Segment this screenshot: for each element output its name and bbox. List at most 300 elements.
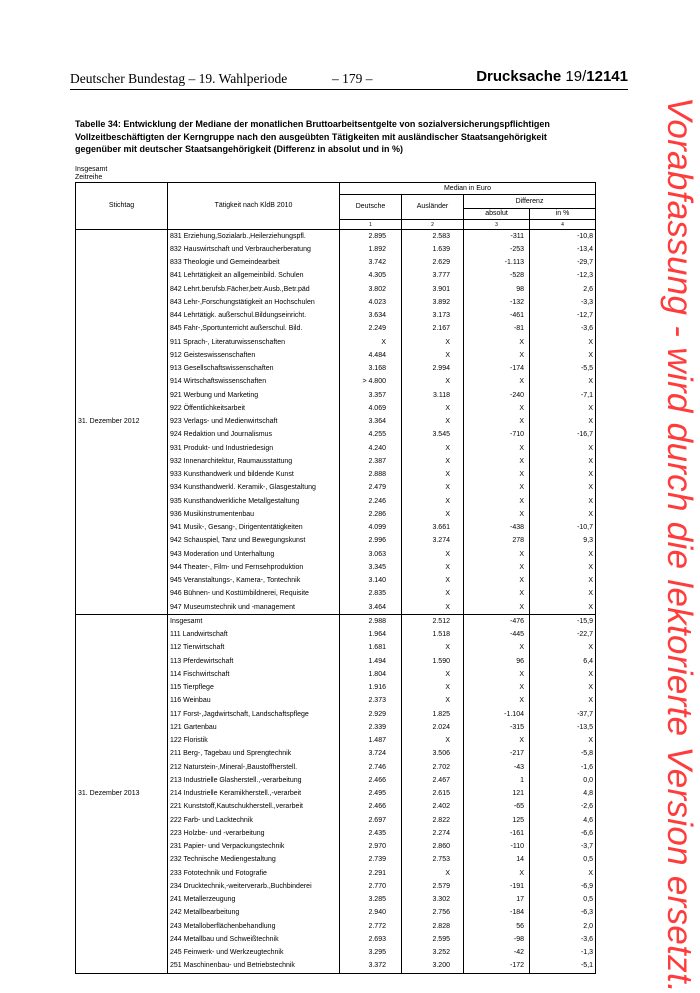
activity-cell: 945 Veranstaltungs-, Kamera-, Tontechnik <box>168 575 340 588</box>
value-auslaender: 2.024 <box>402 721 464 734</box>
activity-cell: 242 Metallbearbeitung <box>168 907 340 920</box>
value-deutsche: 3.168 <box>340 363 402 376</box>
value-auslaender: 2.402 <box>402 801 464 814</box>
col-header-absolut: absolut <box>464 209 530 220</box>
value-deutsche: 3.724 <box>340 748 402 761</box>
value-diff-prozent: 0,5 <box>530 854 596 867</box>
value-auslaender: 1.825 <box>402 708 464 721</box>
col-header-differenz: Differenz <box>464 195 596 209</box>
col-header-auslaender: Ausländer <box>402 195 464 220</box>
activity-cell: 121 Gartenbau <box>168 721 340 734</box>
activity-cell: 911 Sprach-, Literaturwissenschaften <box>168 336 340 349</box>
value-diff-absolut: X <box>464 349 530 362</box>
header-page-number: – 179 – <box>332 71 373 86</box>
value-auslaender: X <box>402 349 464 362</box>
value-auslaender: 2.994 <box>402 363 464 376</box>
value-diff-absolut: 56 <box>464 920 530 933</box>
value-deutsche: 4.255 <box>340 429 402 442</box>
col-header-deutsche: Deutsche <box>340 195 402 220</box>
activity-cell: 244 Metallbau und Schweißtechnik <box>168 933 340 946</box>
value-diff-prozent: X <box>530 561 596 574</box>
col-header-median: Median in Euro <box>340 183 596 195</box>
value-deutsche: 3.063 <box>340 548 402 561</box>
value-deutsche: 3.802 <box>340 283 402 296</box>
activity-cell: 914 Wirtschaftswissenschaften <box>168 376 340 389</box>
value-diff-prozent: -12,3 <box>530 270 596 283</box>
value-diff-prozent: -5,5 <box>530 363 596 376</box>
value-auslaender: 2.822 <box>402 814 464 827</box>
meta-insgesamt: Insgesamt <box>75 166 108 173</box>
value-diff-absolut: X <box>464 642 530 655</box>
table-row <box>76 230 596 244</box>
header-doc-num-light: 19/ <box>565 68 587 85</box>
activity-cell: 234 Drucktechnik,-weiterverarb.,Buchbinderei <box>168 880 340 893</box>
header-doc-num-bold: 12141 <box>586 68 628 85</box>
value-auslaender: X <box>402 682 464 695</box>
value-deutsche: 2.697 <box>340 814 402 827</box>
activity-cell: 942 Schauspiel, Tanz und Bewegungskunst <box>168 535 340 548</box>
value-diff-absolut: X <box>464 575 530 588</box>
activity-cell: Insgesamt <box>168 615 340 629</box>
value-auslaender: 2.828 <box>402 920 464 933</box>
activity-cell: 231 Papier- und Verpackungstechnik <box>168 841 340 854</box>
value-auslaender: X <box>402 416 464 429</box>
value-diff-prozent: -3,3 <box>530 296 596 309</box>
table-row <box>76 615 596 629</box>
activity-cell: 913 Gesellschaftswissenschaften <box>168 363 340 376</box>
value-diff-absolut: -311 <box>464 230 530 244</box>
activity-cell: 243 Metalloberflächenbehandlung <box>168 920 340 933</box>
activity-cell: 934 Kunsthandwerkl. Keramik-, Glasgestaltung <box>168 482 340 495</box>
value-deutsche: 2.339 <box>340 721 402 734</box>
value-auslaender: 3.252 <box>402 947 464 960</box>
value-deutsche: 2.246 <box>340 495 402 508</box>
value-deutsche: 2.996 <box>340 535 402 548</box>
value-diff-prozent: -3,7 <box>530 841 596 854</box>
header-parliament: Deutscher Bundestag – 19. Wahlperiode <box>70 71 288 86</box>
value-diff-prozent: X <box>530 642 596 655</box>
value-deutsche: 2.746 <box>340 761 402 774</box>
value-diff-absolut: -461 <box>464 310 530 323</box>
value-diff-absolut: -710 <box>464 429 530 442</box>
activity-cell: 832 Hauswirtschaft und Verbraucherberatung <box>168 243 340 256</box>
value-deutsche: 2.929 <box>340 708 402 721</box>
value-auslaender: 2.512 <box>402 615 464 629</box>
value-diff-prozent: X <box>530 601 596 615</box>
value-deutsche: 3.634 <box>340 310 402 323</box>
col-header-inprozent: in % <box>530 209 596 220</box>
col-header-taetigkeit: Tätigkeit nach KldB 2010 <box>168 183 340 230</box>
value-deutsche: 2.835 <box>340 588 402 601</box>
value-diff-prozent: X <box>530 695 596 708</box>
value-deutsche: 2.466 <box>340 774 402 787</box>
activity-cell: 232 Technische Mediengestaltung <box>168 854 340 867</box>
value-diff-absolut: -81 <box>464 323 530 336</box>
activity-cell: 222 Farb- und Lacktechnik <box>168 814 340 827</box>
value-diff-prozent: 2,0 <box>530 920 596 933</box>
value-diff-prozent: -1,6 <box>530 761 596 774</box>
activity-cell: 932 Innenarchitektur, Raumausstattung <box>168 455 340 468</box>
value-deutsche: 2.249 <box>340 323 402 336</box>
value-diff-absolut: -43 <box>464 761 530 774</box>
value-diff-absolut: X <box>464 867 530 880</box>
value-auslaender: X <box>402 642 464 655</box>
value-diff-absolut: X <box>464 495 530 508</box>
value-deutsche: 3.372 <box>340 960 402 974</box>
value-auslaender: 2.629 <box>402 257 464 270</box>
meta-zeitreihe: Zeitreihe <box>75 174 103 181</box>
value-auslaender: 3.545 <box>402 429 464 442</box>
activity-cell: 944 Theater-, Film- und Fernsehproduktion <box>168 561 340 574</box>
value-diff-prozent: 6,4 <box>530 655 596 668</box>
value-diff-prozent: -16,7 <box>530 429 596 442</box>
value-deutsche: 2.970 <box>340 841 402 854</box>
value-diff-absolut: -253 <box>464 243 530 256</box>
value-diff-prozent: 2,6 <box>530 283 596 296</box>
activity-cell: 845 Fahr-,Sportunterricht außerschul. Bild. <box>168 323 340 336</box>
value-deutsche: 1.916 <box>340 682 402 695</box>
value-diff-prozent: -12,7 <box>530 310 596 323</box>
col-number: 4 <box>530 220 596 230</box>
page-header <box>70 66 628 88</box>
value-diff-prozent: 4,8 <box>530 788 596 801</box>
value-diff-prozent: X <box>530 508 596 521</box>
value-diff-prozent: -10,8 <box>530 230 596 244</box>
activity-cell: 251 Maschinenbau- und Betriebstechnik <box>168 960 340 974</box>
value-deutsche: X <box>340 336 402 349</box>
value-auslaender: 3.173 <box>402 310 464 323</box>
activity-cell: 212 Naturstein-,Mineral-,Baustoffherstell. <box>168 761 340 774</box>
value-auslaender: 3.892 <box>402 296 464 309</box>
value-auslaender: 2.753 <box>402 854 464 867</box>
activity-cell: 111 Landwirtschaft <box>168 629 340 642</box>
value-diff-prozent: X <box>530 548 596 561</box>
value-auslaender: X <box>402 495 464 508</box>
value-diff-absolut: -315 <box>464 721 530 734</box>
value-diff-prozent: X <box>530 495 596 508</box>
value-diff-absolut: X <box>464 442 530 455</box>
wage-table <box>75 182 596 974</box>
value-auslaender: 3.901 <box>402 283 464 296</box>
value-diff-prozent: -5,1 <box>530 960 596 974</box>
value-diff-prozent: X <box>530 575 596 588</box>
value-deutsche: 2.693 <box>340 933 402 946</box>
value-diff-prozent: -5,8 <box>530 748 596 761</box>
value-deutsche: 3.345 <box>340 561 402 574</box>
value-auslaender: X <box>402 402 464 415</box>
value-auslaender: 2.702 <box>402 761 464 774</box>
value-diff-prozent: X <box>530 668 596 681</box>
value-diff-absolut: -445 <box>464 629 530 642</box>
value-diff-prozent: -3,6 <box>530 323 596 336</box>
draft-watermark: Vorabfassung - wird durch die lektorierte Version ersetzt. <box>660 97 699 993</box>
activity-cell: 841 Lehrtätigkeit an allgemeinbild. Schulen <box>168 270 340 283</box>
value-deutsche: 2.479 <box>340 482 402 495</box>
value-diff-absolut: -528 <box>464 270 530 283</box>
activity-cell: 221 Kunststoff,Kautschukherstell.,verarbeit <box>168 801 340 814</box>
value-auslaender: X <box>402 695 464 708</box>
value-auslaender: X <box>402 867 464 880</box>
value-deutsche: 4.023 <box>340 296 402 309</box>
activity-cell: 112 Tierwirtschaft <box>168 642 340 655</box>
value-diff-prozent: -3,6 <box>530 933 596 946</box>
value-auslaender: X <box>402 735 464 748</box>
value-deutsche: 3.357 <box>340 389 402 402</box>
value-auslaender: X <box>402 601 464 615</box>
value-diff-absolut: 98 <box>464 283 530 296</box>
value-diff-absolut: -161 <box>464 827 530 840</box>
value-diff-absolut: X <box>464 695 530 708</box>
value-diff-prozent: X <box>530 376 596 389</box>
value-diff-prozent: -10,7 <box>530 522 596 535</box>
value-diff-absolut: X <box>464 508 530 521</box>
header-doc-label: Drucksache <box>476 68 562 85</box>
activity-cell: 245 Feinwerk- und Werkzeugtechnik <box>168 947 340 960</box>
activity-cell: 114 Fischwirtschaft <box>168 668 340 681</box>
stichtag-cell: 31. Dezember 2013 <box>76 615 168 974</box>
value-diff-prozent: -7,1 <box>530 389 596 402</box>
value-diff-absolut: 1 <box>464 774 530 787</box>
value-deutsche: 3.140 <box>340 575 402 588</box>
value-deutsche: 1.964 <box>340 629 402 642</box>
value-auslaender: 3.777 <box>402 270 464 283</box>
activity-cell: 223 Holzbe- und -verarbeitung <box>168 827 340 840</box>
activity-cell: 933 Kunsthandwerk und bildende Kunst <box>168 469 340 482</box>
value-diff-prozent: X <box>530 455 596 468</box>
value-diff-absolut: X <box>464 548 530 561</box>
value-deutsche: 4.069 <box>340 402 402 415</box>
value-diff-absolut: X <box>464 682 530 695</box>
value-deutsche: 3.464 <box>340 601 402 615</box>
value-diff-prozent: 0,0 <box>530 774 596 787</box>
value-diff-absolut: X <box>464 402 530 415</box>
value-diff-absolut: X <box>464 735 530 748</box>
activity-cell: 122 Floristik <box>168 735 340 748</box>
activity-cell: 241 Metallerzeugung <box>168 894 340 907</box>
activity-cell: 213 Industrielle Glasherstell.,-verarbeitung <box>168 774 340 787</box>
value-auslaender: 2.595 <box>402 933 464 946</box>
value-deutsche: 2.495 <box>340 788 402 801</box>
value-auslaender: X <box>402 336 464 349</box>
value-deutsche: 2.387 <box>340 455 402 468</box>
value-diff-absolut: 14 <box>464 854 530 867</box>
value-auslaender: 3.118 <box>402 389 464 402</box>
value-deutsche: 2.895 <box>340 230 402 244</box>
value-diff-absolut: -65 <box>464 801 530 814</box>
value-diff-prozent: -13,5 <box>530 721 596 734</box>
activity-cell: 116 Weinbau <box>168 695 340 708</box>
value-diff-absolut: X <box>464 376 530 389</box>
value-diff-prozent: 4,6 <box>530 814 596 827</box>
value-deutsche: 3.295 <box>340 947 402 960</box>
value-diff-absolut: 278 <box>464 535 530 548</box>
activity-cell: 941 Musik-, Gesang-, Dirigententätigkeiten <box>168 522 340 535</box>
value-auslaender: 1.590 <box>402 655 464 668</box>
value-diff-absolut: -184 <box>464 907 530 920</box>
value-diff-prozent: -1,3 <box>530 947 596 960</box>
value-deutsche: > 4.800 <box>340 376 402 389</box>
value-diff-prozent: 9,3 <box>530 535 596 548</box>
value-auslaender: X <box>402 469 464 482</box>
value-diff-prozent: X <box>530 349 596 362</box>
value-diff-prozent: -22,7 <box>530 629 596 642</box>
value-diff-absolut: -476 <box>464 615 530 629</box>
value-diff-prozent: X <box>530 588 596 601</box>
value-diff-absolut: -42 <box>464 947 530 960</box>
value-auslaender: X <box>402 548 464 561</box>
value-auslaender: 2.467 <box>402 774 464 787</box>
value-deutsche: 2.770 <box>340 880 402 893</box>
activity-cell: 115 Tierpflege <box>168 682 340 695</box>
value-auslaender: 1.639 <box>402 243 464 256</box>
col-header-stichtag: Stichtag <box>76 183 168 230</box>
value-auslaender: X <box>402 575 464 588</box>
activity-cell: 935 Kunsthandwerkliche Metallgestaltung <box>168 495 340 508</box>
value-diff-absolut: X <box>464 336 530 349</box>
value-deutsche: 1.487 <box>340 735 402 748</box>
value-diff-absolut: X <box>464 601 530 615</box>
value-diff-prozent: -6,3 <box>530 907 596 920</box>
activity-cell: 947 Museumstechnik und -management <box>168 601 340 615</box>
value-auslaender: X <box>402 668 464 681</box>
col-number: 3 <box>464 220 530 230</box>
activity-cell: 922 Öffentlichkeitsarbeit <box>168 402 340 415</box>
value-diff-absolut: 121 <box>464 788 530 801</box>
value-deutsche: 2.940 <box>340 907 402 920</box>
value-diff-absolut: -217 <box>464 748 530 761</box>
header-drucksache <box>476 68 628 85</box>
value-diff-prozent: X <box>530 469 596 482</box>
value-auslaender: X <box>402 482 464 495</box>
value-diff-prozent: 0,5 <box>530 894 596 907</box>
value-diff-absolut: X <box>464 561 530 574</box>
value-diff-absolut: -191 <box>464 880 530 893</box>
header-rule <box>70 89 628 90</box>
value-diff-absolut: 17 <box>464 894 530 907</box>
value-auslaender: 1.518 <box>402 629 464 642</box>
value-diff-absolut: -132 <box>464 296 530 309</box>
activity-cell: 912 Geisteswissenschaften <box>168 349 340 362</box>
value-diff-absolut: -110 <box>464 841 530 854</box>
value-diff-prozent: -6,6 <box>530 827 596 840</box>
value-diff-prozent: -2,6 <box>530 801 596 814</box>
value-deutsche: 4.305 <box>340 270 402 283</box>
value-diff-prozent: X <box>530 416 596 429</box>
value-diff-prozent: X <box>530 482 596 495</box>
value-diff-prozent: -29,7 <box>530 257 596 270</box>
value-diff-prozent: X <box>530 402 596 415</box>
activity-cell: 936 Musikinstrumentenbau <box>168 508 340 521</box>
value-diff-absolut: -240 <box>464 389 530 402</box>
value-auslaender: 3.302 <box>402 894 464 907</box>
value-deutsche: 1.892 <box>340 243 402 256</box>
value-auslaender: 2.583 <box>402 230 464 244</box>
value-diff-absolut: -98 <box>464 933 530 946</box>
value-diff-prozent: -37,7 <box>530 708 596 721</box>
value-deutsche: 2.435 <box>340 827 402 840</box>
value-auslaender: X <box>402 442 464 455</box>
value-deutsche: 4.484 <box>340 349 402 362</box>
value-diff-absolut: 96 <box>464 655 530 668</box>
value-deutsche: 1.681 <box>340 642 402 655</box>
value-diff-absolut: -1.113 <box>464 257 530 270</box>
activity-cell: 923 Verlags- und Medienwirtschaft <box>168 416 340 429</box>
value-deutsche: 4.240 <box>340 442 402 455</box>
value-diff-absolut: X <box>464 416 530 429</box>
value-auslaender: X <box>402 455 464 468</box>
value-diff-prozent: -15,9 <box>530 615 596 629</box>
table-title: Tabelle 34: Entwicklung der Mediane der monatlichen Bruttoarbeitsentgelte von sozialversicherungspflichtigen Vollzeitbeschäftigten der Kerngruppe nach den ausgeübten Tätigkeiten mit ausländischer Staatsangehörigkeit gegenüber mit deutscher Staatsangehörigkeit (Differenz in absolut und in %) <box>75 119 550 154</box>
activity-cell: 831 Erziehung,Sozialarb.,Heilerziehungspfl. <box>168 230 340 244</box>
value-deutsche: 2.466 <box>340 801 402 814</box>
value-diff-absolut: X <box>464 469 530 482</box>
activity-cell: 233 Fototechnik und Fotografie <box>168 867 340 880</box>
value-auslaender: X <box>402 508 464 521</box>
value-diff-absolut: X <box>464 482 530 495</box>
value-deutsche: 1.494 <box>340 655 402 668</box>
value-auslaender: 2.756 <box>402 907 464 920</box>
value-diff-prozent: X <box>530 867 596 880</box>
value-deutsche: 2.373 <box>340 695 402 708</box>
value-auslaender: 2.579 <box>402 880 464 893</box>
value-deutsche: 3.742 <box>340 257 402 270</box>
activity-cell: 117 Forst-,Jagdwirtschaft, Landschaftspflege <box>168 708 340 721</box>
activity-cell: 931 Produkt- und Industriedesign <box>168 442 340 455</box>
value-deutsche: 2.286 <box>340 508 402 521</box>
activity-cell: 211 Berg-, Tagebau und Sprengtechnik <box>168 748 340 761</box>
activity-cell: 924 Redaktion und Journalismus <box>168 429 340 442</box>
stichtag-cell: 31. Dezember 2012 <box>76 230 168 615</box>
activity-cell: 921 Werbung und Marketing <box>168 389 340 402</box>
activity-cell: 843 Lehr-,Forschungstätigkeit an Hochschulen <box>168 296 340 309</box>
value-diff-prozent: X <box>530 682 596 695</box>
value-diff-prozent: -13,4 <box>530 243 596 256</box>
activity-cell: 214 Industrielle Keramikherstell.,-verarbeit <box>168 788 340 801</box>
value-diff-absolut: X <box>464 455 530 468</box>
value-deutsche: 2.888 <box>340 469 402 482</box>
col-number: 2 <box>402 220 464 230</box>
value-diff-absolut: -172 <box>464 960 530 974</box>
value-deutsche: 2.772 <box>340 920 402 933</box>
activity-cell: 833 Theologie und Gemeindearbeit <box>168 257 340 270</box>
value-diff-absolut: 125 <box>464 814 530 827</box>
value-auslaender: X <box>402 561 464 574</box>
value-auslaender: 3.506 <box>402 748 464 761</box>
value-auslaender: 2.615 <box>402 788 464 801</box>
value-auslaender: 3.200 <box>402 960 464 974</box>
value-deutsche: 1.804 <box>340 668 402 681</box>
activity-cell: 943 Moderation und Unterhaltung <box>168 548 340 561</box>
col-number: 1 <box>340 220 402 230</box>
value-auslaender: 3.661 <box>402 522 464 535</box>
value-diff-absolut: X <box>464 668 530 681</box>
value-deutsche: 3.285 <box>340 894 402 907</box>
value-diff-absolut: -438 <box>464 522 530 535</box>
value-diff-absolut: -1.104 <box>464 708 530 721</box>
value-auslaender: X <box>402 376 464 389</box>
value-diff-prozent: X <box>530 735 596 748</box>
value-deutsche: 2.739 <box>340 854 402 867</box>
value-auslaender: 2.860 <box>402 841 464 854</box>
value-auslaender: X <box>402 588 464 601</box>
value-auslaender: 2.274 <box>402 827 464 840</box>
value-diff-prozent: -6,9 <box>530 880 596 893</box>
activity-cell: 844 Lehrtätigk. außerschul.Bildungseinricht. <box>168 310 340 323</box>
value-auslaender: 3.274 <box>402 535 464 548</box>
value-diff-absolut: -174 <box>464 363 530 376</box>
value-diff-prozent: X <box>530 442 596 455</box>
value-diff-absolut: X <box>464 588 530 601</box>
